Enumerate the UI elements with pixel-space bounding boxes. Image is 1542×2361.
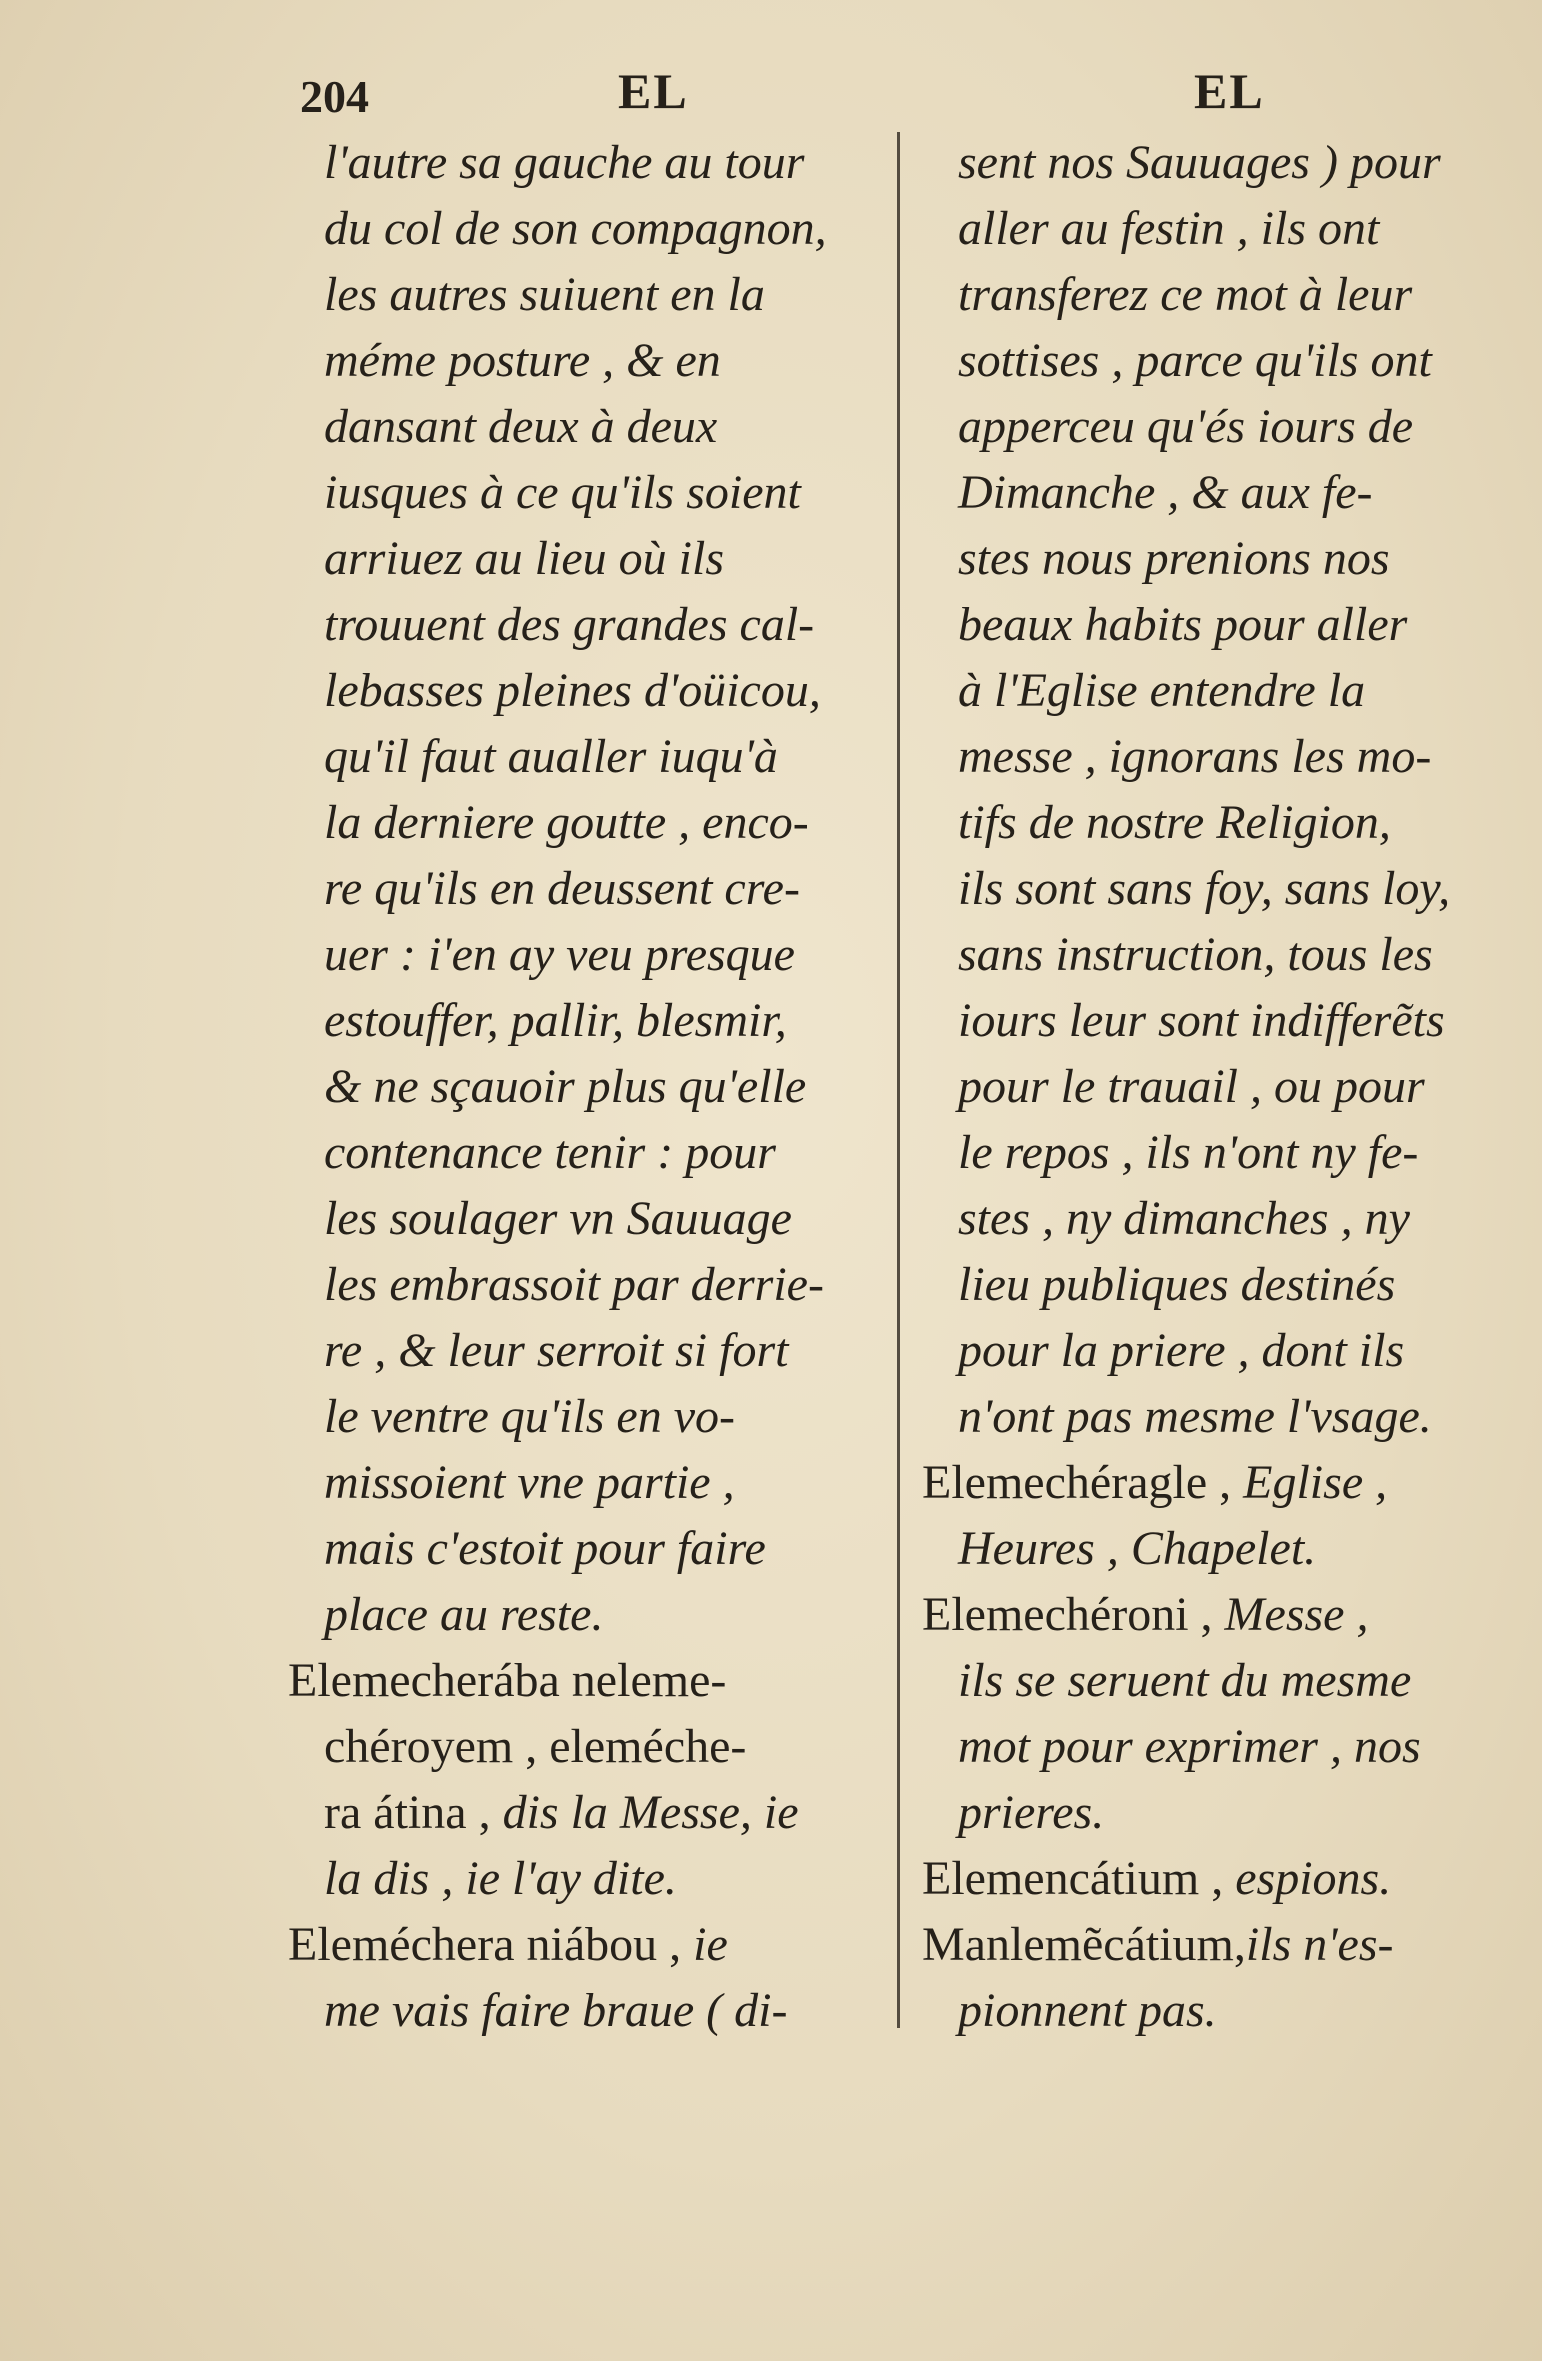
text-line: n'ont pas mesme l'vsage.	[958, 1390, 1432, 1443]
text-line	[288, 1780, 888, 1846]
text-segment: Manlemẽcátium,	[922, 1918, 1246, 1971]
text-line: tifs de nostre Religion,	[958, 796, 1391, 849]
entry-headword: Elemecherába neleme-	[288, 1654, 727, 1707]
text-line: pionnent pas.	[958, 1984, 1217, 2037]
text-line: uer : i'en ay veu presque	[324, 928, 795, 981]
text-line: re , & leur serroit si fort	[324, 1324, 789, 1377]
column-divider	[897, 132, 900, 2028]
text-line: missoient vne partie ,	[324, 1456, 735, 1509]
text-line: sent nos Sauuages ) pour	[958, 136, 1441, 189]
text-line: pour la priere , dont ils	[958, 1324, 1405, 1377]
text-line: le ventre qu'ils en vo-	[324, 1390, 735, 1443]
text-line: la derniere goutte , enco-	[324, 796, 809, 849]
entry-headword	[922, 1582, 1512, 1648]
text-line: les soulager vn Sauuage	[324, 1192, 792, 1245]
text-line: sottises , parce qu'ils ont	[958, 334, 1432, 387]
text-line: à l'Eglise entendre la	[958, 664, 1366, 717]
text-line: méme posture , & en	[324, 334, 721, 387]
text-line: lebasses pleines d'oüicou,	[324, 664, 821, 717]
text-segment: Elemechéragle ,	[922, 1456, 1244, 1509]
text-line: iusques à ce qu'ils soient	[324, 466, 801, 519]
text-line: stes nous prenions nos	[958, 532, 1390, 585]
text-line: la dis , ie l'ay dite.	[324, 1852, 677, 1905]
running-head-left: EL	[618, 63, 689, 119]
text-segment: ra átina ,	[324, 1786, 503, 1839]
text-line: sans instruction, tous les	[958, 928, 1433, 981]
text-line: qu'il faut aualler iuqu'à	[324, 730, 778, 783]
text-line: place au reste.	[324, 1588, 604, 1641]
text-line: prieres.	[958, 1786, 1105, 1839]
text-line: lieu publiques destinés	[958, 1258, 1396, 1311]
text-segment: Elemencátium ,	[922, 1852, 1236, 1905]
text-line: stes , ny dimanches , ny	[958, 1192, 1410, 1245]
running-head-right: EL	[1194, 63, 1265, 119]
text-line: ils sont sans foy, sans loy,	[958, 862, 1451, 915]
text-line: messe , ignorans les mo-	[958, 730, 1432, 783]
text-segment: Eglise ,	[1243, 1456, 1388, 1509]
text-line: mais c'estoit pour faire	[324, 1522, 766, 1575]
text-line: les autres suiuent en la	[324, 268, 765, 321]
text-line: du col de son compagnon,	[324, 202, 827, 255]
text-line: transferez ce mot à leur	[958, 268, 1413, 321]
text-segment: dis la Messe, ie	[502, 1786, 799, 1839]
text-line: iours leur sont indifferẽts	[958, 994, 1445, 1047]
text-segment: Elemechéroni ,	[922, 1588, 1225, 1641]
text-line: beaux habits pour aller	[958, 598, 1408, 651]
text-line: estouffer, pallir, blesmir,	[324, 994, 787, 1047]
text-line: apperceu qu'és iours de	[958, 400, 1414, 453]
entry-headword	[288, 1912, 888, 1978]
entry-headword	[922, 1912, 1512, 1978]
page-number: 204	[300, 71, 369, 122]
text-line: Dimanche , & aux fe-	[958, 466, 1373, 519]
text-segment: ils n'es-	[1245, 1918, 1394, 1971]
text-line: & ne sçauoir plus qu'elle	[324, 1060, 807, 1113]
page-header	[0, 62, 1542, 132]
text-segment: ie	[693, 1918, 728, 1971]
text-segment: Eleméchera niábou ,	[288, 1918, 694, 1971]
text-line: l'autre sa gauche au tour	[324, 136, 805, 189]
text-line: contenance tenir : pour	[324, 1126, 776, 1179]
entry-headword	[922, 1846, 1512, 1912]
right-column	[922, 130, 1512, 2044]
entry-headword	[922, 1450, 1512, 1516]
text-line: le repos , ils n'ont ny fe-	[958, 1126, 1419, 1179]
text-segment: Messe ,	[1224, 1588, 1369, 1641]
text-line: re qu'ils en deussent cre-	[324, 862, 800, 915]
text-line: mot pour exprimer , nos	[958, 1720, 1421, 1773]
text-line: dansant deux à deux	[324, 400, 718, 453]
left-column	[288, 130, 888, 2044]
text-line: arriuez au lieu où ils	[324, 532, 725, 585]
text-line: les embrassoit par derrie-	[324, 1258, 824, 1311]
text-line: trouuent des grandes cal-	[324, 598, 815, 651]
text-line: pour le trauail , ou pour	[958, 1060, 1425, 1113]
text-line: me vais faire braue ( di-	[324, 1984, 788, 2037]
text-line: aller au festin , ils ont	[958, 202, 1380, 255]
text-line: Heures , Chapelet.	[958, 1522, 1317, 1575]
text-line: ils se seruent du mesme	[958, 1654, 1412, 1707]
text-segment: espions.	[1235, 1852, 1392, 1905]
text-line: chéroyem , eleméche-	[324, 1720, 747, 1773]
